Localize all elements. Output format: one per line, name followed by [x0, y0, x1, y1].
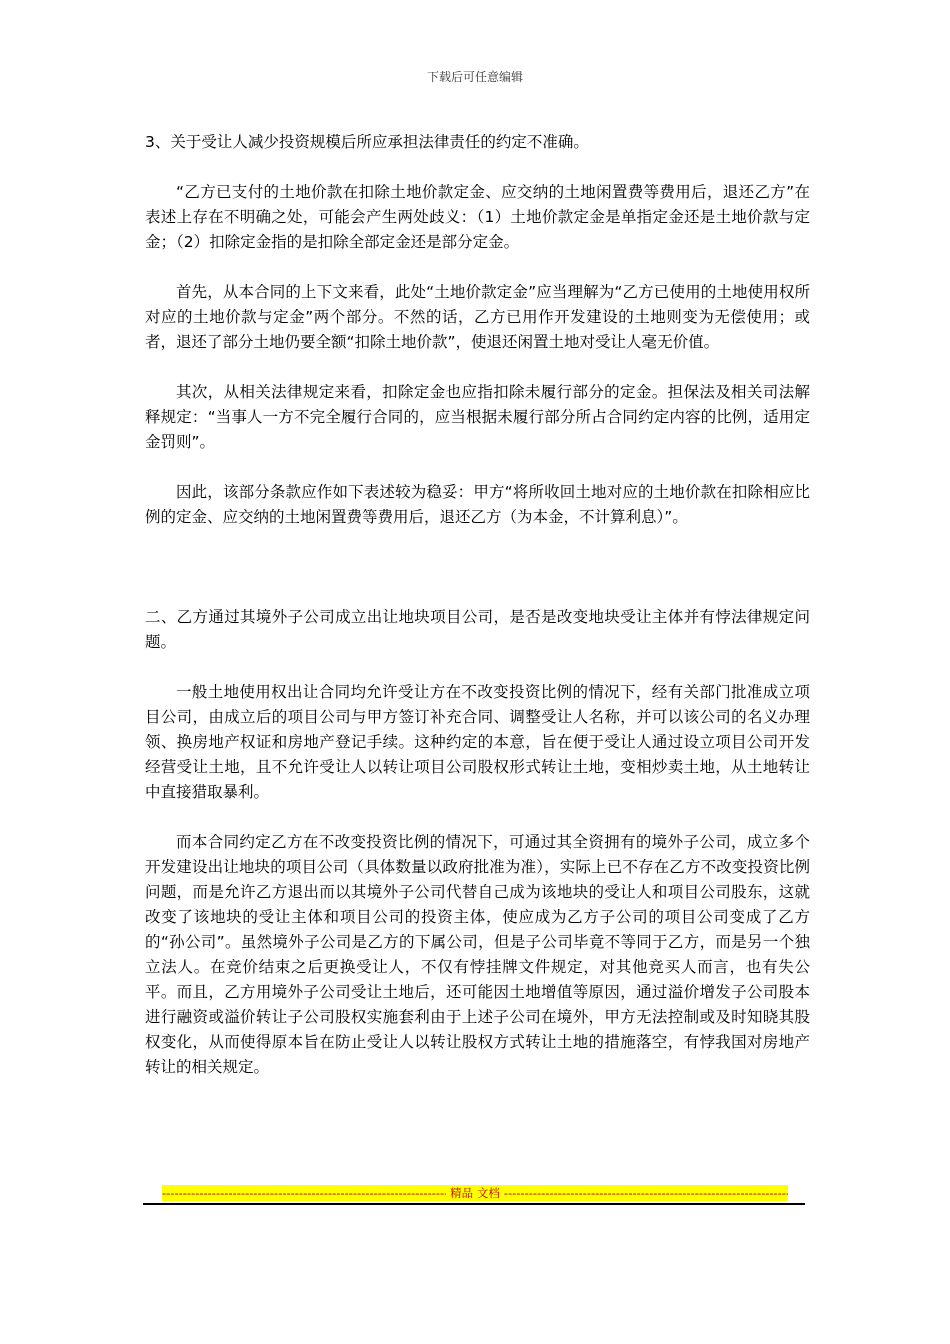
footer-dashes-right — [504, 1185, 788, 1201]
paragraph-general: 一般土地使用权出让合同均允许受让方在不改变投资比例的情况下，经有关部门批准成立项目公司，由成立后的项目公司与甲方签订补充合同、调整受让人名称，并可以该公司的名义办理领、换房地产权证和房地产登记手续。这种约定的本意，旨在便于受让人通过设立项目公司开发经营受让土地，且不允许受让人以转让项目公司股权形式转让土地，变相炒卖土地，从土地转让中直接猎取暴利。 — [145, 683, 810, 801]
document-body — [145, 130, 810, 1080]
footer-label: 精品 文档 — [450, 1186, 500, 1200]
paragraph-first: 首先，从本合同的上下文来看，此处“土地价款定金”应当理解为“乙方已使用的土地使用权所对应的土地价款与定金”两个部分。不然的话，乙方已用作开发建设的土地则变为无偿使用；或者，退还了部分土地仍要全额“扣除土地价款”，使退还闲置土地对受让人毫无价值。 — [145, 283, 810, 351]
paragraph-contract: 而本合同约定乙方在不改变投资比例的情况下，可通过其全资拥有的境外子公司，成立多个开发建设出让地块的项目公司（具体数量以政府批准为准），实际上已不存在乙方不改变投资比例问题，而是允许乙方退出而以其境外子公司代替自己成为该地块的受让人和项目公司股东，这就改变了该地块的受让主体和项目公司的投资主体，使应成为乙方子公司的项目公司变成了乙方的“孙公司”。虽然境外子公司是乙方的下属公司，但是子公司毕竟不等同于乙方，而是另一个独立法人。在竞价结束之后更换受让人，不仅有悖挂牌文件规定，对其他竞买人而言，也有失公平。而且，乙方用境外子公司受让土地后，还可能因土地增值等原因，通过溢价增发子公司股本进行融资或溢价转让子公司股权实施套利由于上述子公司在境外，甲方无法控制或及时知晓其股权变化，从而使得原本旨在防止受让人以转让股权方式转让土地的措施落空，有悖我国对房地产转让的相关规定。 — [145, 833, 810, 1076]
paragraph-ambiguity: “乙方已支付的土地价款在扣除土地价款定金、应交纳的土地闲置费等费用后，退还乙方”在表述上存在不明确之处，可能会产生两处歧义：（1）土地价款定金是单指定金还是土地价款与定金；（2）扣除定金指的是扣除全部定金还是部分定金。 — [145, 183, 810, 251]
footer-divider — [143, 1203, 805, 1205]
section-heading-3: 3、关于受让人减少投资规模后所应承担法律责任的约定不准确。 — [145, 133, 589, 151]
page-header: 下载后可任意编辑 — [426, 70, 523, 84]
footer-dashes-left — [162, 1185, 446, 1201]
paragraph-second: 其次，从相关法律规定来看，扣除定金也应指扣除未履行部分的定金。担保法及相关司法解释规定：“当事人一方不完全履行合同的，应当根据未履行部分所占合同约定内容的比例，适用定金罚则”。 — [145, 383, 810, 451]
paragraph-therefore: 因此，该部分条款应作如下表述较为稳妥：甲方“将所收回土地对应的土地价款在扣除相应比例的定金、应交纳的土地闲置费等费用后，退还乙方（为本金，不计算利息）”。 — [145, 483, 810, 526]
section-heading-2: 二、乙方通过其境外子公司成立出让地块项目公司，是否是改变地块受让主体并有悖法律规定问题。 — [145, 608, 810, 651]
footer-banner — [162, 1185, 788, 1201]
